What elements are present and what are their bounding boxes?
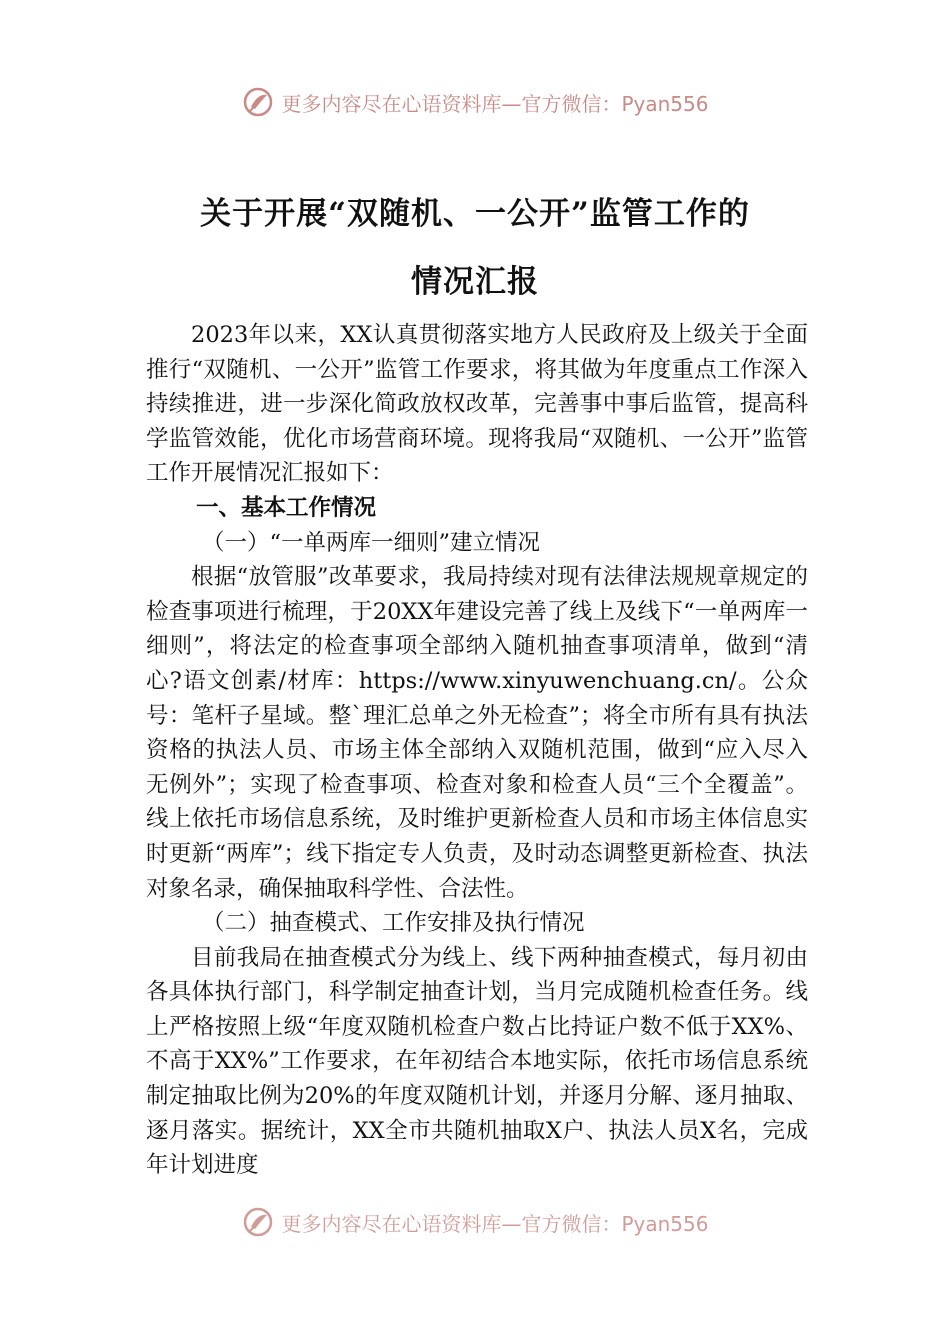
- subsection-body-1: 根据“放管服”改革要求，我局持续对现有法律法规规章规定的检查事项进行梳理，于20XX年建设完善了线上及线下“一单两库一细则”，将法定的检查事项全部纳入随机抽查事项清单，做到“清心?语文创素/材库：https://www.xinyuwenchuang.cn/。公众号：笔杆子星域。整`理汇总单之外无检查”；将全市所有具有执法资格的执法人员、市场主体全部纳入双随机范围，做到“应入尽入无例外”；实现了检查事项、检查对象和检查人员“三个全覆盖”。线上依托市场信息系统，及时维护更新检查人员和市场主体信息实时更新“两库”；线下指定专人负责，及时动态调整更新检查、执法对象名录，确保抽取科学性、合法性。: [146, 564, 808, 902]
- subsection-body-2: 目前我局在抽查模式分为线上、线下两种抽查模式，每月初由各具体执行部门，科学制定抽查计划，当月完成随机检查任务。线上严格按照上级“年度双随机检查户数占比持证户数不低于XX%、不高于XX%”工作要求，在年初结合本地实际，依托市场信息系统制定抽取比例为20%的年度双随机计划，并逐月分解、逐月抽取、逐月落实。据统计，XX全市共随机抽取X户、执法人员X名，完成年计划进度: [146, 944, 808, 1179]
- intro-paragraph: 2023年以来，XX认真贯彻落实地方人民政府及上级关于全面推行“双随机、一公开”监管工作要求，将其做为年度重点工作深入持续推进，进一步深化简政放权改革，完善事中事后监管，提高科学监管效能，优化市场营商环境。现将我局“双随机、一公开”监管工作开展情况汇报如下：: [146, 322, 808, 487]
- subsection-heading-2: （二）抽查模式、工作安排及执行情况: [202, 910, 585, 937]
- subsection-heading-1: （一）“一单两库一细则”建立情况: [202, 529, 541, 556]
- watermark-footer: [0, 1202, 950, 1242]
- document-title-line1: 关于开展“双随机、一公开”监管工作的: [200, 196, 750, 232]
- watermark-text: 更多内容尽在心语资料库—官方微信：Pyan556: [281, 1211, 709, 1236]
- section-heading-basic: 一、基本工作情况: [196, 494, 377, 521]
- watermark-logo-icon: [241, 1205, 275, 1239]
- document-title-line2: 情况汇报: [411, 264, 539, 300]
- document-body: [146, 318, 808, 1183]
- watermark-text: 更多内容尽在心语资料库—官方微信：Pyan556: [281, 91, 709, 116]
